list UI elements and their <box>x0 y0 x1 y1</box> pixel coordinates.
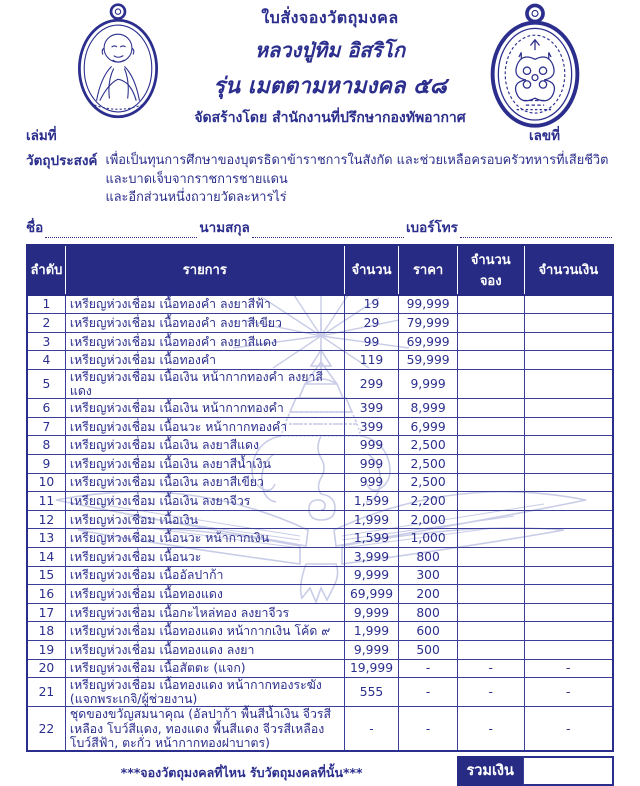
cell-price: - <box>399 707 458 751</box>
cell-item: เหรียญห่วงเชื่อม เนื้อนวะ หน้ากากทองคำ <box>65 417 344 436</box>
cell-reserve <box>457 603 524 622</box>
cell-item: เหรียญห่วงเชื่อม เนื้อเงิน ลงยาสีน้ำเงิน <box>65 455 344 474</box>
table-row <box>27 707 613 751</box>
cell-price: 2,500 <box>399 473 458 492</box>
amulet-front-medallion-image <box>62 2 174 120</box>
cell-no: 13 <box>27 529 65 548</box>
cell-amount <box>524 622 613 641</box>
cell-no: 4 <box>27 351 65 370</box>
cell-item: เหรียญห่วงเชื่อม เนื้อทองคำ <box>65 351 344 370</box>
cell-price: 59,999 <box>399 351 458 370</box>
cell-reserve: - <box>457 659 524 678</box>
table-row <box>27 659 613 678</box>
cell-item: เหรียญห่วงเชื่อม เนื้อทองคำ ลงยาสีแดง <box>65 332 344 351</box>
cell-qty: 9,999 <box>344 603 399 622</box>
cell-reserve: - <box>457 707 524 751</box>
cell-price: 600 <box>399 622 458 641</box>
cell-qty: 29 <box>344 314 399 333</box>
cell-qty: - <box>344 707 399 751</box>
cell-qty: 399 <box>344 399 399 418</box>
total-amount-cell <box>523 756 614 786</box>
cell-no: 21 <box>27 678 65 707</box>
cell-qty: 1,599 <box>344 529 399 548</box>
table-row <box>27 455 613 474</box>
cell-qty: 119 <box>344 351 399 370</box>
cell-price: 300 <box>399 566 458 585</box>
column-header: รายการ <box>65 245 344 295</box>
doc-no-label: เลขที่ <box>528 128 560 144</box>
cell-qty: 299 <box>344 370 399 399</box>
table-row <box>27 603 613 622</box>
column-header: จำนวนจอง <box>457 245 524 295</box>
cell-qty: 1,999 <box>344 622 399 641</box>
cell-no: 7 <box>27 417 65 436</box>
cell-no: 3 <box>27 332 65 351</box>
table-row <box>27 332 613 351</box>
cell-item: เหรียญห่วงเชื่อม เนื้ออัลปาก้า <box>65 566 344 585</box>
cell-item: เหรียญห่วงเชื่อม เนื้อเงิน ลงยาจีวร <box>65 492 344 511</box>
table-row <box>27 566 613 585</box>
cell-amount <box>524 417 613 436</box>
cell-amount <box>524 510 613 529</box>
form-titles <box>170 6 490 129</box>
cell-qty: 99 <box>344 332 399 351</box>
cell-price: 2,200 <box>399 492 458 511</box>
cell-item: เหรียญห่วงเชื่อม เนื้อเงิน หน้ากากทองคำ ลงยาสีแดง <box>65 370 344 399</box>
cell-amount <box>524 585 613 604</box>
total-amount-label: รวมเงิน <box>457 756 523 786</box>
cell-price: 2,500 <box>399 455 458 474</box>
cell-no: 15 <box>27 566 65 585</box>
cell-item: เหรียญห่วงเชื่อม เนื้อทองคำ ลงยาสีเขียว <box>65 314 344 333</box>
cell-qty: 999 <box>344 455 399 474</box>
cell-reserve <box>457 370 524 399</box>
column-header: ราคา <box>399 245 458 295</box>
cell-no: 6 <box>27 399 65 418</box>
table-row <box>27 473 613 492</box>
cell-qty: 19 <box>344 295 399 314</box>
cell-no: 10 <box>27 473 65 492</box>
cell-reserve <box>457 510 524 529</box>
cell-reserve <box>457 417 524 436</box>
table-row <box>27 399 613 418</box>
cell-price: 8,999 <box>399 399 458 418</box>
cell-amount <box>524 332 613 351</box>
table-row <box>27 417 613 436</box>
cell-no: 2 <box>27 314 65 333</box>
cell-item: เหรียญห่วงเชื่อม เนื้อนวะ หน้ากากเงิน <box>65 529 344 548</box>
table-row <box>27 510 613 529</box>
cell-no: 22 <box>27 707 65 751</box>
cell-no: 16 <box>27 585 65 604</box>
created-by: จัดสร้างโดย สำนักงานที่ปรึกษากองทัพอากาศ <box>194 110 466 126</box>
table-row <box>27 678 613 707</box>
cell-item: เหรียญห่วงเชื่อม เนื้อเงิน <box>65 510 344 529</box>
cell-reserve <box>457 566 524 585</box>
cell-reserve <box>457 351 524 370</box>
purpose-line1: เพื่อเป็นทุนการศึกษาของบุตรธิดาข้าราชการในสังกัด และช่วยเหลือครอบครัวทหารที่เสียชีวิตและบาดเจ็บจากราชการชายแดน <box>105 153 609 187</box>
table-row <box>27 370 613 399</box>
cell-price: 6,999 <box>399 417 458 436</box>
cell-item: ชุดของขวัญสมนาคุณ (อัลปาก้า พื้นสีน้ำเงิน จีวรสีเหลือง โบว์สีแดง, ทองแดง พื้นสีแดง จีวรสีเหลือง โบว์สีฟ้า, ตะกั่ว หน้ากากทองฝาบาตร) <box>65 707 344 751</box>
name-fill-line <box>45 223 197 238</box>
cell-reserve <box>457 622 524 641</box>
cell-reserve <box>457 585 524 604</box>
cell-qty: 3,999 <box>344 548 399 567</box>
pickup-note: ***จองวัตถุมงคลที่ไหน รับวัตถุมงคลที่นั้น*** <box>120 764 363 780</box>
monk-name: หลวงปู่ทิม อิสริโก <box>254 38 406 62</box>
table-row <box>27 585 613 604</box>
table-header-row <box>27 245 613 295</box>
edition-name: รุ่น เมตตามหามงคล ๕๘ <box>213 74 447 99</box>
surname-label: นามสกุล <box>199 219 250 236</box>
cell-price: 2,000 <box>399 510 458 529</box>
cell-reserve <box>457 529 524 548</box>
cell-reserve <box>457 399 524 418</box>
cell-qty: 999 <box>344 436 399 455</box>
cell-no: 14 <box>27 548 65 567</box>
cell-reserve <box>457 436 524 455</box>
table-row <box>27 622 613 641</box>
table-row <box>27 314 613 333</box>
cell-item: เหรียญห่วงเชื่อม เนื้อนวะ <box>65 548 344 567</box>
cell-amount <box>524 548 613 567</box>
purpose-text <box>105 152 614 208</box>
table-row <box>27 436 613 455</box>
cell-item: เหรียญห่วงเชื่อม เนื้อทองแดง <box>65 585 344 604</box>
cell-price: 800 <box>399 548 458 567</box>
cell-price: 800 <box>399 603 458 622</box>
cell-no: 12 <box>27 510 65 529</box>
cell-item: เหรียญห่วงเชื่อม เนื้อกะไหล่ทอง ลงยาจีวร <box>65 603 344 622</box>
cell-price: 500 <box>399 641 458 660</box>
purpose-line2: และอีกส่วนหนึ่งถวายวัดละหารไร่ <box>105 190 287 206</box>
cell-no: 9 <box>27 455 65 474</box>
cell-no: 5 <box>27 370 65 399</box>
table-row <box>27 351 613 370</box>
cell-amount <box>524 566 613 585</box>
cell-qty: 555 <box>344 678 399 707</box>
cell-item: เหรียญห่วงเชื่อม เนื้อสัตตะ (แจก) <box>65 659 344 678</box>
surname-fill-line <box>252 223 404 238</box>
cell-item: เหรียญห่วงเชื่อม เนื้อทองคำ ลงยาสีฟ้า <box>65 295 344 314</box>
cell-qty: 9,999 <box>344 566 399 585</box>
cell-reserve: - <box>457 678 524 707</box>
cell-price: 2,500 <box>399 436 458 455</box>
cell-reserve <box>457 455 524 474</box>
cell-item: เหรียญห่วงเชื่อม เนื้อทองแดง ลงยา <box>65 641 344 660</box>
cell-amount <box>524 399 613 418</box>
cell-price: - <box>399 659 458 678</box>
cell-qty: 999 <box>344 473 399 492</box>
cell-price: 69,999 <box>399 332 458 351</box>
cell-qty: 69,999 <box>344 585 399 604</box>
cell-reserve <box>457 641 524 660</box>
cell-amount: - <box>524 707 613 751</box>
table-row <box>27 641 613 660</box>
cell-qty: 399 <box>344 417 399 436</box>
column-header: ลำดับ <box>27 245 65 295</box>
book-no-label: เล่มที่ <box>26 128 57 144</box>
cell-reserve <box>457 548 524 567</box>
cell-amount <box>524 473 613 492</box>
cell-price: - <box>399 678 458 707</box>
cell-no: 8 <box>27 436 65 455</box>
cell-item: เหรียญห่วงเชื่อม เนื้อเงิน ลงยาสีแดง <box>65 436 344 455</box>
cell-no: 20 <box>27 659 65 678</box>
cell-amount: - <box>524 659 613 678</box>
customer-info-line <box>26 216 614 238</box>
cell-reserve <box>457 314 524 333</box>
cell-item: เหรียญห่วงเชื่อม เนื้อเงิน หน้ากากทองคำ <box>65 399 344 418</box>
cell-amount <box>524 351 613 370</box>
cell-price: 99,999 <box>399 295 458 314</box>
form-title: ใบสั่งจองวัตถุมงคล <box>261 8 399 27</box>
amulet-back-medallion-image <box>474 2 596 128</box>
phone-fill-line <box>460 223 612 238</box>
form-header <box>0 0 640 126</box>
cell-amount <box>524 295 613 314</box>
cell-no: 17 <box>27 603 65 622</box>
cell-amount <box>524 314 613 333</box>
form-footer <box>26 756 614 786</box>
table-row <box>27 548 613 567</box>
order-table-body <box>27 295 613 751</box>
cell-item: เหรียญห่วงเชื่อม เนื้อเงิน ลงยาสีเขียว <box>65 473 344 492</box>
cell-price: 79,999 <box>399 314 458 333</box>
cell-no: 1 <box>27 295 65 314</box>
cell-no: 18 <box>27 622 65 641</box>
form-meta <box>0 124 640 238</box>
cell-amount: - <box>524 678 613 707</box>
cell-price: 1,000 <box>399 529 458 548</box>
cell-item: เหรียญห่วงเชื่อม เนื้อทองแดง หน้ากากเงิน โค้ด ๙ <box>65 622 344 641</box>
cell-no: 19 <box>27 641 65 660</box>
cell-reserve <box>457 332 524 351</box>
cell-amount <box>524 641 613 660</box>
cell-price: 9,999 <box>399 370 458 399</box>
cell-qty: 1,999 <box>344 510 399 529</box>
table-row <box>27 529 613 548</box>
table-row <box>27 492 613 511</box>
cell-reserve <box>457 492 524 511</box>
phone-label: เบอร์โทร <box>405 219 458 236</box>
cell-amount <box>524 603 613 622</box>
column-header: จำนวนเงิน <box>524 245 613 295</box>
cell-item: เหรียญห่วงเชื่อม เนื้อทองแดง หน้ากากทองระฆัง (แจกพระเกจิ/ผู้ช่วยงาน) <box>65 678 344 707</box>
cell-amount <box>524 529 613 548</box>
cell-amount <box>524 492 613 511</box>
cell-qty: 1,599 <box>344 492 399 511</box>
cell-reserve <box>457 295 524 314</box>
cell-no: 11 <box>27 492 65 511</box>
cell-qty: 9,999 <box>344 641 399 660</box>
name-label: ชื่อ <box>26 219 44 236</box>
cell-price: 200 <box>399 585 458 604</box>
column-header: จำนวน <box>344 245 399 295</box>
order-table <box>26 244 614 752</box>
purpose-label: วัตถุประสงค์ <box>26 153 98 169</box>
cell-amount <box>524 370 613 399</box>
cell-qty: 19,999 <box>344 659 399 678</box>
cell-reserve <box>457 473 524 492</box>
cell-amount <box>524 455 613 474</box>
table-row <box>27 295 613 314</box>
cell-amount <box>524 436 613 455</box>
